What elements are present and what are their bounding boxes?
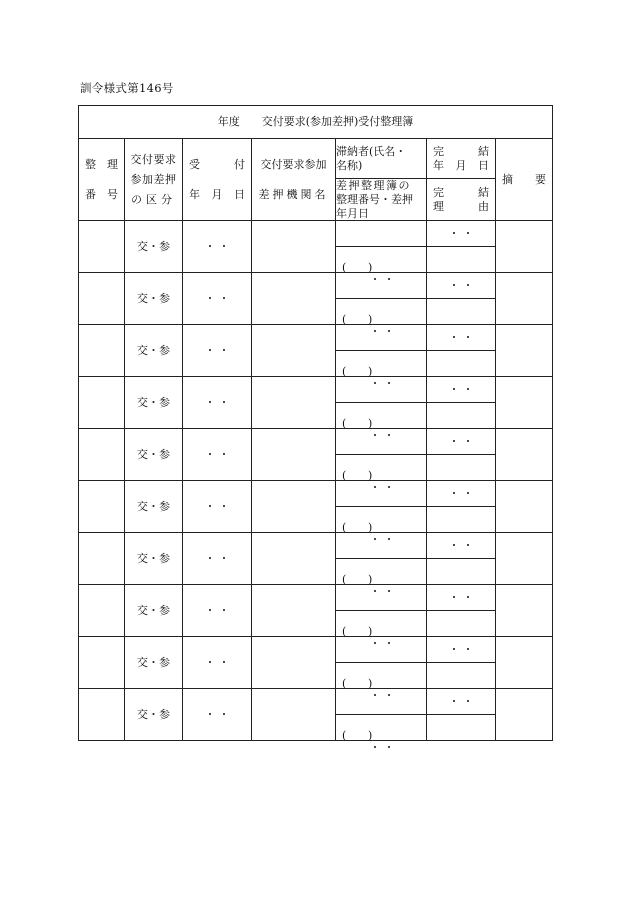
cell-sashiosae[interactable] — [336, 455, 427, 494]
title-row — [79, 106, 553, 139]
date-dot: ・ — [462, 226, 474, 240]
paren-close: ) — [368, 728, 373, 742]
header-kanketsu-day: 日 — [478, 158, 489, 172]
table-row — [79, 585, 553, 611]
cell-kanketsu-riyuu[interactable] — [427, 715, 496, 741]
date-dot: ・ — [204, 551, 216, 565]
date-dot: ・ — [369, 688, 381, 702]
cell-kanketsu-date[interactable] — [427, 689, 496, 715]
date-dot: ・ — [383, 376, 395, 390]
cell-kanketsu-riyuu[interactable] — [427, 611, 496, 637]
date-dot: ・ — [462, 434, 474, 448]
cell-kikan[interactable] — [252, 585, 336, 637]
paren-close: ) — [368, 416, 373, 430]
paren-close: ) — [368, 364, 373, 378]
header-kanketsu-date — [427, 139, 496, 179]
cell-kanketsu-date[interactable] — [427, 273, 496, 299]
header-seiri-bottom: 番 号 — [85, 187, 118, 201]
paren-close: ) — [368, 312, 373, 326]
date-dot: ・ — [204, 655, 216, 669]
paren-open: ( — [342, 468, 347, 482]
date-dot: ・ — [448, 278, 460, 292]
date-dot: ・ — [204, 499, 216, 513]
paren-open: ( — [342, 312, 347, 326]
cell-seiri-bangou[interactable] — [79, 221, 125, 273]
cell-kanketsu-date[interactable] — [427, 429, 496, 455]
cell-kanketsu-riyuu[interactable] — [427, 247, 496, 273]
date-dot: ・ — [462, 642, 474, 656]
date-dot: ・ — [218, 551, 230, 565]
header-tainousha — [336, 139, 427, 179]
header-uketsuke-year: 年 — [189, 187, 200, 201]
date-dot: ・ — [369, 428, 381, 442]
paren-close: ) — [368, 260, 373, 274]
table-row — [79, 637, 553, 663]
header-tekiyou — [496, 139, 553, 221]
cell-kubun[interactable] — [125, 273, 183, 325]
cell-kubun[interactable] — [125, 377, 183, 429]
header-kikan-line1: 交付要求参加 — [260, 157, 327, 171]
paren-close: ) — [368, 572, 373, 586]
cell-tekiyou[interactable] — [496, 325, 553, 377]
kubun-text: 交・参 — [137, 655, 170, 669]
cell-seiri-bangou[interactable] — [79, 533, 125, 585]
cell-sashiosae[interactable] — [336, 559, 427, 598]
cell-kubun[interactable] — [125, 637, 183, 689]
date-dot: ・ — [462, 382, 474, 396]
date-dot: ・ — [448, 486, 460, 500]
kubun-text: 交・参 — [137, 395, 170, 409]
header-kubun-line3: の区分 — [131, 192, 176, 206]
cell-tainousha[interactable] — [336, 221, 427, 247]
cell-kanketsu-riyuu[interactable] — [427, 559, 496, 585]
table-row — [79, 221, 553, 247]
cell-tekiyou[interactable] — [496, 637, 553, 689]
date-dot: ・ — [462, 278, 474, 292]
paren-open: ( — [342, 728, 347, 742]
date-dot: ・ — [383, 636, 395, 650]
header-uketsuke-u: 受 — [189, 157, 200, 171]
date-dot: ・ — [218, 655, 230, 669]
table-row — [79, 533, 553, 559]
cell-kanketsu-date[interactable] — [427, 325, 496, 351]
cell-uketsuke-date[interactable] — [183, 533, 252, 585]
cell-tekiyou[interactable] — [496, 585, 553, 637]
cell-uketsuke-date[interactable] — [183, 481, 252, 533]
table-title — [79, 106, 553, 139]
form-code: 訓令様式第146号 — [80, 81, 174, 95]
header-kanketsu-year: 年 — [433, 158, 444, 172]
cell-uketsuke-date[interactable] — [183, 585, 252, 637]
paren-close: ) — [368, 468, 373, 482]
cell-kubun[interactable] — [125, 481, 183, 533]
date-dot: ・ — [204, 707, 216, 721]
date-dot: ・ — [369, 532, 381, 546]
kubun-text: 交・参 — [137, 291, 170, 305]
date-dot: ・ — [448, 434, 460, 448]
date-dot: ・ — [204, 603, 216, 617]
cell-seiri-bangou[interactable] — [79, 637, 125, 689]
title-year-label: 年度 — [217, 115, 240, 129]
header-tainou-line2: 名称) — [336, 158, 363, 172]
date-dot: ・ — [218, 603, 230, 617]
cell-sashiosae[interactable] — [336, 403, 427, 442]
cell-tekiyou[interactable] — [496, 273, 553, 325]
cell-sashiosae[interactable] — [336, 663, 427, 702]
cell-kanketsu-date[interactable] — [427, 481, 496, 507]
header-row-1 — [79, 139, 553, 179]
kubun-text: 交・参 — [137, 239, 170, 253]
paren-open: ( — [342, 624, 347, 638]
date-dot: ・ — [383, 688, 395, 702]
header-kubun — [125, 139, 183, 221]
cell-kubun[interactable] — [125, 429, 183, 481]
header-seiri-bangou — [79, 139, 125, 221]
cell-kubun[interactable] — [125, 585, 183, 637]
date-dot: ・ — [462, 590, 474, 604]
header-kanketsu-kan: 完 — [433, 144, 444, 158]
header-sashiosae-line1: 差押整理簿の — [336, 179, 411, 192]
cell-seiri-bangou[interactable] — [79, 325, 125, 377]
header-tekiyou-right: 要 — [535, 172, 547, 186]
header-seiri-top: 整 理 — [85, 157, 118, 171]
date-dot: ・ — [204, 447, 216, 461]
kubun-text: 交・参 — [137, 447, 170, 461]
kubun-text: 交・参 — [137, 343, 170, 357]
cell-uketsuke-date[interactable] — [183, 221, 252, 273]
cell-kanketsu-date[interactable] — [427, 221, 496, 247]
header-sashiosae-line2: 整理番号・差押 — [336, 192, 413, 206]
cell-kikan[interactable] — [252, 273, 336, 325]
cell-tekiyou[interactable] — [496, 377, 553, 429]
paren-open: ( — [342, 364, 347, 378]
header-tekiyou-left: 摘 — [502, 172, 513, 186]
date-dot: ・ — [218, 239, 230, 253]
cell-kikan[interactable] — [252, 221, 336, 273]
date-dot: ・ — [369, 324, 381, 338]
cell-kanketsu-date[interactable] — [427, 377, 496, 403]
date-dot: ・ — [448, 382, 460, 396]
cell-tekiyou[interactable] — [496, 689, 553, 741]
cell-kubun[interactable] — [125, 221, 183, 273]
date-dot: ・ — [369, 740, 381, 754]
kubun-text: 交・参 — [137, 499, 170, 513]
date-dot: ・ — [448, 590, 460, 604]
header-tainou-line1: 滞納者(氏名・ — [336, 144, 407, 158]
cell-kikan[interactable] — [252, 481, 336, 533]
date-dot: ・ — [218, 343, 230, 357]
date-dot: ・ — [383, 584, 395, 598]
date-dot: ・ — [462, 330, 474, 344]
title-name: 交付要求(参加差押)受付整理簿 — [261, 115, 414, 129]
header-riyuu-ketsu: 結 — [478, 185, 489, 199]
table-row — [79, 429, 553, 455]
date-dot: ・ — [448, 642, 460, 656]
cell-seiri-bangou[interactable] — [79, 585, 125, 637]
date-dot: ・ — [369, 480, 381, 494]
cell-uketsuke-date[interactable] — [183, 689, 252, 741]
date-dot: ・ — [383, 532, 395, 546]
date-dot: ・ — [383, 272, 395, 286]
date-dot: ・ — [218, 499, 230, 513]
paren-open: ( — [342, 572, 347, 586]
cell-kikan[interactable] — [252, 429, 336, 481]
header-uketsuke — [183, 139, 252, 221]
kubun-text: 交・参 — [137, 551, 170, 565]
table-row — [79, 325, 553, 351]
table-row — [79, 689, 553, 715]
header-kubun-line1: 交付要求 — [130, 152, 177, 166]
cell-seiri-bangou[interactable] — [79, 429, 125, 481]
cell-sashiosae[interactable] — [336, 247, 427, 286]
date-dot: ・ — [383, 428, 395, 442]
cell-kanketsu-riyuu[interactable] — [427, 455, 496, 481]
paren-open: ( — [342, 260, 347, 274]
date-dot: ・ — [369, 636, 381, 650]
cell-uketsuke-date[interactable] — [183, 429, 252, 481]
paren-open: ( — [342, 520, 347, 534]
date-dot: ・ — [218, 291, 230, 305]
cell-sashiosae[interactable] — [336, 299, 427, 338]
cell-kikan[interactable] — [252, 689, 336, 741]
header-kanketsu-riyuu — [427, 179, 496, 221]
date-dot: ・ — [369, 272, 381, 286]
header-kanketsu-month: 月 — [455, 158, 467, 172]
kubun-text: 交・参 — [137, 603, 170, 617]
cell-seiri-bangou[interactable] — [79, 377, 125, 429]
cell-kanketsu-riyuu[interactable] — [427, 403, 496, 429]
cell-uketsuke-date[interactable] — [183, 377, 252, 429]
paren-close: ) — [368, 624, 373, 638]
header-riyuu-yu: 由 — [478, 199, 489, 213]
header-riyuu-ri: 理 — [433, 199, 444, 213]
cell-kubun[interactable] — [125, 325, 183, 377]
cell-kanketsu-riyuu[interactable] — [427, 663, 496, 689]
cell-kubun[interactable] — [125, 533, 183, 585]
date-dot: ・ — [448, 330, 460, 344]
cell-kikan[interactable] — [252, 377, 336, 429]
date-dot: ・ — [218, 395, 230, 409]
paren-open: ( — [342, 676, 347, 690]
cell-sashiosae[interactable] — [336, 507, 427, 546]
header-uketsuke-day: 日 — [234, 187, 245, 201]
date-dot: ・ — [448, 538, 460, 552]
header-kanketsu-ketsu: 結 — [478, 144, 489, 158]
register-table — [78, 105, 553, 754]
header-sashiosae-line3: 年月日 — [336, 206, 369, 220]
header-uketsuke-month: 月 — [211, 187, 223, 201]
date-dot: ・ — [218, 447, 230, 461]
header-kikan-line2: 差押機関名 — [258, 187, 329, 201]
table-row — [79, 481, 553, 507]
date-dot: ・ — [462, 538, 474, 552]
header-riyuu-kan: 完 — [433, 185, 444, 199]
cell-sashiosae[interactable] — [336, 351, 427, 390]
date-dot: ・ — [462, 486, 474, 500]
paren-close: ) — [368, 676, 373, 690]
date-dot: ・ — [448, 226, 460, 240]
header-kubun-line2: 参加差押 — [130, 172, 177, 186]
cell-tekiyou[interactable] — [496, 481, 553, 533]
cell-kanketsu-date[interactable] — [427, 585, 496, 611]
paren-close: ) — [368, 520, 373, 534]
cell-kanketsu-riyuu[interactable] — [427, 351, 496, 377]
table-row — [79, 377, 553, 403]
date-dot: ・ — [369, 376, 381, 390]
cell-kubun[interactable] — [125, 689, 183, 741]
kubun-text: 交・参 — [137, 707, 170, 721]
date-dot: ・ — [383, 740, 395, 754]
cell-uketsuke-date[interactable] — [183, 273, 252, 325]
cell-kikan[interactable] — [252, 325, 336, 377]
cell-seiri-bangou[interactable] — [79, 689, 125, 741]
date-dot: ・ — [383, 480, 395, 494]
date-dot: ・ — [448, 694, 460, 708]
date-dot: ・ — [462, 694, 474, 708]
table-row — [79, 273, 553, 299]
header-kikan — [252, 139, 336, 221]
cell-tekiyou[interactable] — [496, 533, 553, 585]
cell-sashiosae[interactable] — [336, 611, 427, 650]
cell-kanketsu-riyuu[interactable] — [427, 299, 496, 325]
cell-kikan[interactable] — [252, 533, 336, 585]
cell-sashiosae[interactable] — [336, 715, 427, 754]
cell-tekiyou[interactable] — [496, 429, 553, 481]
cell-kanketsu-riyuu[interactable] — [427, 507, 496, 533]
date-dot: ・ — [204, 395, 216, 409]
header-sashiosae — [336, 179, 427, 221]
date-dot: ・ — [369, 584, 381, 598]
date-dot: ・ — [218, 707, 230, 721]
cell-seiri-bangou[interactable] — [79, 481, 125, 533]
cell-uketsuke-date[interactable] — [183, 325, 252, 377]
cell-kanketsu-date[interactable] — [427, 533, 496, 559]
date-dot: ・ — [204, 343, 216, 357]
cell-tekiyou[interactable] — [496, 221, 553, 273]
cell-uketsuke-date[interactable] — [183, 637, 252, 689]
date-dot: ・ — [204, 239, 216, 253]
date-dot: ・ — [204, 291, 216, 305]
paren-open: ( — [342, 416, 347, 430]
cell-kikan[interactable] — [252, 637, 336, 689]
date-dot: ・ — [383, 324, 395, 338]
cell-seiri-bangou[interactable] — [79, 273, 125, 325]
header-uketsuke-tsuke: 付 — [234, 157, 245, 171]
cell-kanketsu-date[interactable] — [427, 637, 496, 663]
